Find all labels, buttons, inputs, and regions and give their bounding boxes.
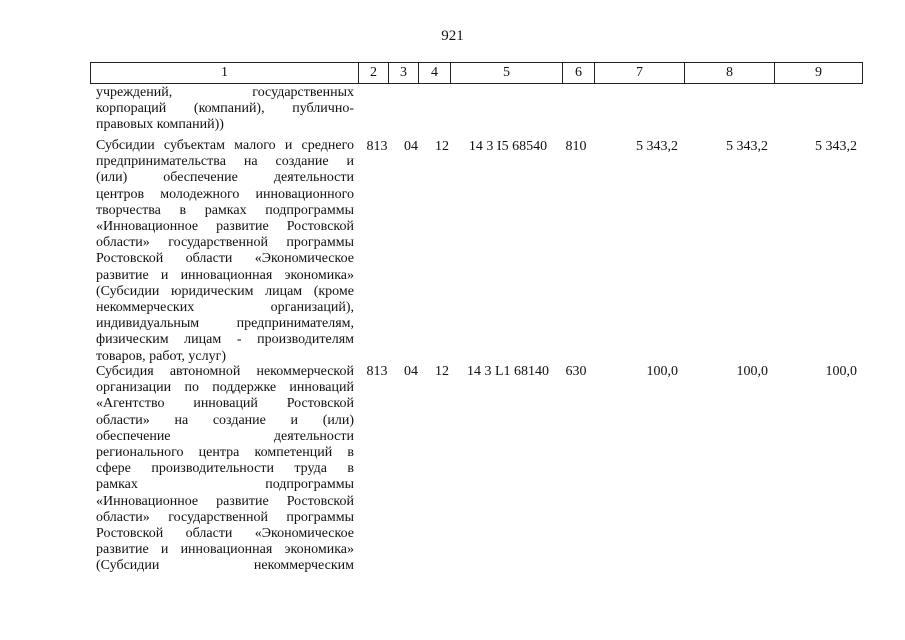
header-col-6: 6	[563, 63, 595, 83]
cell-subsection: 12	[435, 364, 449, 379]
cell-amount-3: 100,0	[825, 364, 857, 379]
cell-expense-type: 810	[565, 139, 587, 154]
cell-section: 04	[404, 364, 418, 379]
table-header-row	[90, 62, 863, 84]
description-line: центров молодежного инновационного	[96, 186, 354, 202]
header-col-7: 7	[595, 63, 685, 83]
description-line: корпораций (компаний), публично-	[96, 101, 354, 117]
header-col-3: 3	[389, 63, 419, 83]
header-col-2: 2	[359, 63, 389, 83]
description-line: (Субсидии некоммерческим	[96, 558, 354, 574]
header-col-1: 1	[91, 63, 359, 83]
cell-amount-2: 5 343,2	[726, 139, 768, 154]
description-line: некоммерческих организаций),	[96, 300, 354, 316]
header-col-5: 5	[451, 63, 563, 83]
description-line: «Инновационное развитие Ростовской	[96, 493, 354, 509]
description-line: области» на создание и (или)	[96, 412, 354, 428]
cell-amount-3: 5 343,2	[815, 139, 857, 154]
description-line: регионального центра компетенций в	[96, 445, 354, 461]
cell-amount-1: 100,0	[646, 364, 678, 379]
description-line: физическим лицам - производителям	[96, 332, 354, 348]
cell-target-code: 14 3 I5 68540	[468, 139, 548, 154]
description-line: области» государственной программы	[96, 509, 354, 525]
cell-ministry: 813	[366, 364, 388, 379]
description-line: области» государственной программы	[96, 235, 354, 251]
description-line: (Субсидии юридическим лицам (кроме	[96, 283, 354, 299]
cell-section: 04	[404, 139, 418, 154]
description-line: организации по поддержке инноваций	[96, 380, 354, 396]
header-col-8: 8	[685, 63, 775, 83]
description-line: индивидуальным предпринимателям,	[96, 316, 354, 332]
header-col-9: 9	[815, 65, 822, 80]
description-line: Субсидия автономной некоммерческой	[96, 364, 354, 379]
description-line: товаров, работ, услуг)	[96, 348, 227, 364]
description-line: «Агентство инноваций Ростовской	[96, 396, 354, 412]
description-line: рамках подпрограммы	[96, 477, 354, 493]
cell-target-code: 14 3 L1 68140	[466, 364, 550, 379]
cell-subsection: 12	[435, 139, 449, 154]
description-line: учреждений, государственных	[96, 85, 354, 100]
table-row-description	[96, 138, 354, 365]
description-line: развитие и инновационная экономика»	[96, 542, 354, 558]
description-line: сфере производительности труда в	[96, 461, 354, 477]
description-line: Субсидии субъектам малого и среднего	[96, 138, 354, 153]
cell-expense-type: 630	[565, 364, 587, 379]
table-row-description	[96, 85, 354, 134]
page-number: 921	[441, 28, 464, 44]
table-row-description	[96, 364, 354, 575]
description-line: обеспечение деятельности	[96, 428, 354, 444]
cell-amount-1: 5 343,2	[636, 139, 678, 154]
description-line: Ростовской области «Экономическое	[96, 251, 354, 267]
description-line: «Инновационное развитие Ростовской	[96, 219, 354, 235]
description-line: (или) обеспечение деятельности	[96, 170, 354, 186]
description-line: развитие и инновационная экономика»	[96, 267, 354, 283]
cell-amount-2: 100,0	[736, 364, 768, 379]
description-line: правовых компаний))	[96, 117, 224, 133]
description-line: предпринимательства на создание и	[96, 154, 354, 170]
cell-ministry: 813	[366, 139, 388, 154]
header-col-4: 4	[419, 63, 451, 83]
description-line: Ростовской области «Экономическое	[96, 526, 354, 542]
description-line: творчества в рамках подпрограммы	[96, 202, 354, 218]
